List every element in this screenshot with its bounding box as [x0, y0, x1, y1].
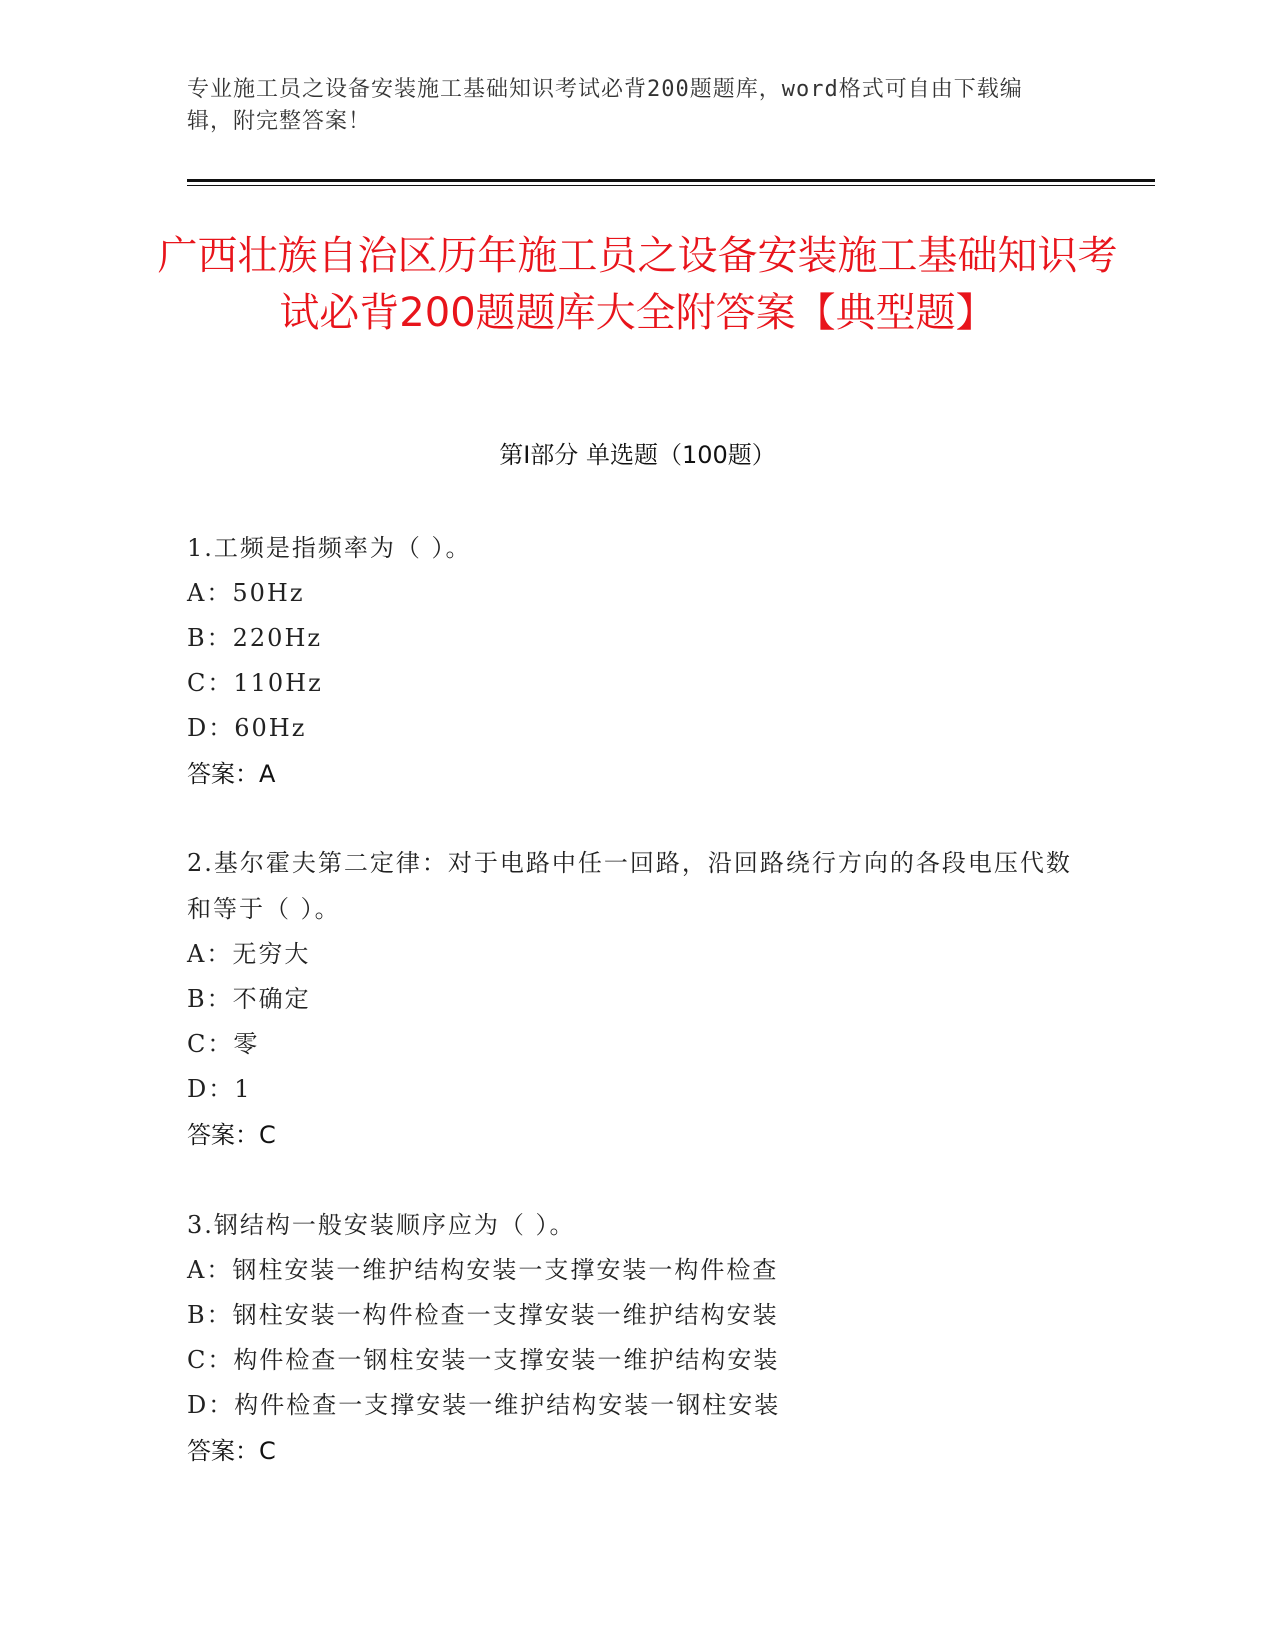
option-b [187, 1293, 1087, 1338]
question-3 [187, 1202, 1087, 1474]
option-text: 无穷大 [232, 940, 311, 968]
header-divider-thick [187, 179, 1155, 182]
option-text: 50Hz [232, 579, 305, 607]
question-1 [187, 525, 1087, 797]
section-title: 第Ⅰ部分 单选题（100题） [499, 441, 776, 469]
option-key: D： [187, 1391, 235, 1419]
option-d [187, 706, 1087, 751]
option-key: A： [187, 579, 233, 607]
option-d [187, 1067, 1087, 1112]
option-key: B： [187, 1301, 233, 1329]
option-b [187, 616, 1087, 661]
question-2 [187, 840, 1087, 1158]
option-text: 110Hz [233, 669, 323, 697]
option-d [187, 1383, 1087, 1428]
option-c [187, 1338, 1087, 1383]
option-text: 60Hz [234, 714, 307, 742]
option-text: 钢柱安装一构件检查一支撑安装一维护结构安装 [232, 1301, 779, 1329]
document-header-note: 专业施工员之设备安装施工基础知识考试必背200题题库，word格式可自由下载编辑，附完整答案！ [187, 77, 1023, 134]
option-text: 钢柱安装一维护结构安装一支撑安装一构件检查 [232, 1256, 779, 1284]
option-key: C： [187, 1030, 234, 1058]
option-c [187, 1022, 1087, 1067]
question-stem: 1.工频是指频率为（ ）。 [187, 534, 472, 562]
option-key: D： [187, 714, 235, 742]
answer-line: 答案：A [187, 760, 276, 788]
option-key: C： [187, 669, 234, 697]
option-text: 构件检查一钢柱安装一支撑安装一维护结构安装 [233, 1346, 780, 1374]
option-b [187, 977, 1087, 1022]
answer-line: 答案：C [187, 1121, 276, 1149]
option-a [187, 1248, 1087, 1293]
option-key: A： [187, 940, 233, 968]
question-stem: 3.钢结构一般安装顺序应为（ ）。 [187, 1211, 576, 1239]
option-key: D： [187, 1075, 235, 1103]
option-text: 1 [234, 1075, 252, 1103]
option-a [187, 571, 1087, 616]
header-divider-thin [187, 185, 1155, 186]
option-key: A： [187, 1256, 233, 1284]
answer-line: 答案：C [187, 1437, 276, 1465]
option-text: 不确定 [232, 985, 311, 1013]
option-key: B： [187, 624, 233, 652]
option-a [187, 932, 1087, 977]
option-text: 构件检查一支撑安装一维护结构安装一钢柱安装 [234, 1391, 781, 1419]
option-key: B： [187, 985, 233, 1013]
option-text: 220Hz [232, 624, 323, 652]
option-text: 零 [233, 1030, 260, 1058]
document-title: 广西壮族自治区历年施工员之设备安装施工基础知识考试必背200题题库大全附答案【典型题】 [157, 233, 1118, 336]
question-stem: 2.基尔霍夫第二定律：对于电路中任一回路，沿回路绕行方向的各段电压代数和等于（ ）。 [187, 849, 1072, 923]
option-c [187, 661, 1087, 706]
option-key: C： [187, 1346, 234, 1374]
